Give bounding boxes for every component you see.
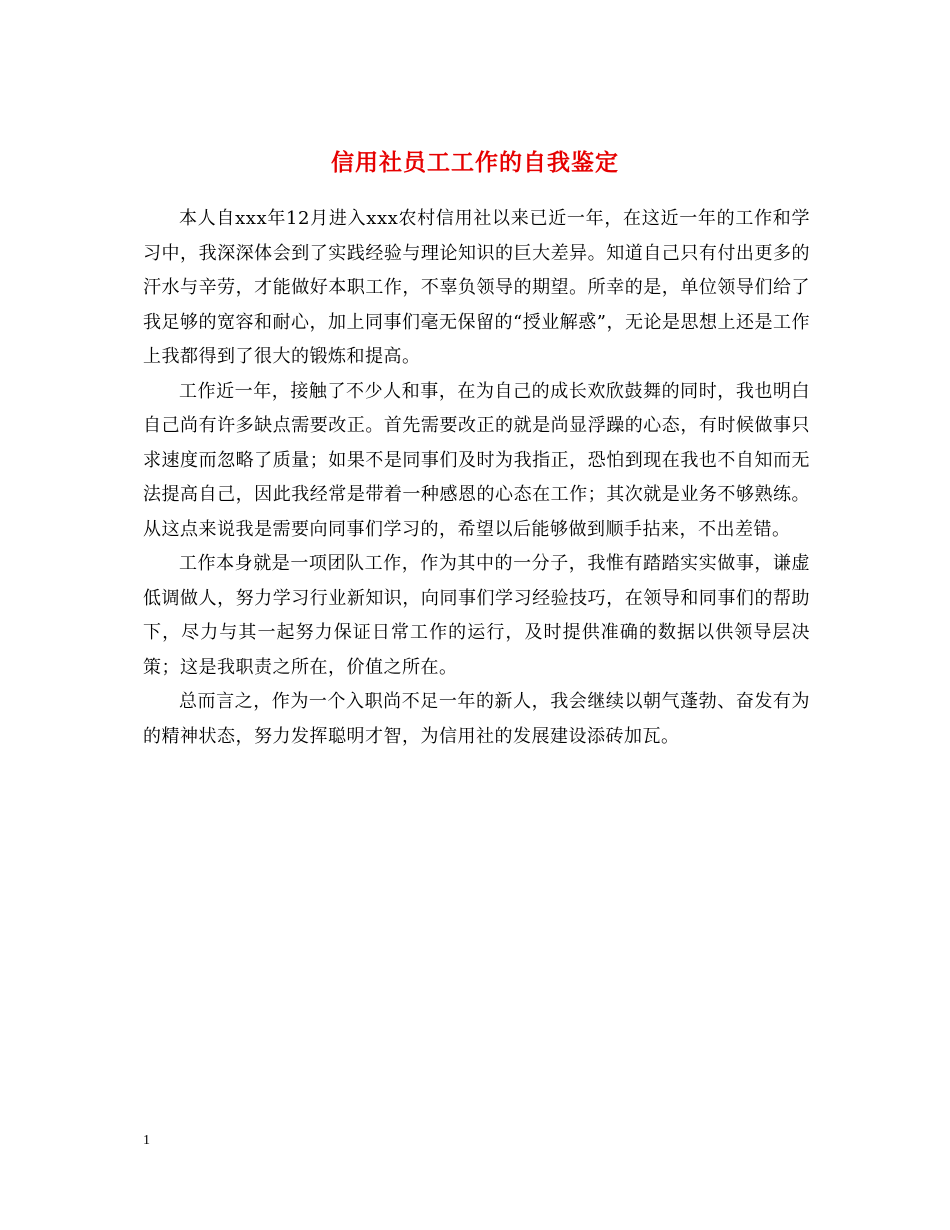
paragraph: 工作近一年，接触了不少人和事，在为自己的成长欢欣鼓舞的同时，我也明白自己尚有许多缺点需要改正。首先需要改正的就是尚显浮躁的心态，有时候做事只求速度而忽略了质量；如果不是同事们及时为我指正，恐怕到现在我也不自知而无法提高自己，因此我经常是带着一种感恩的心态在工作；其次就是业务不够熟练。从这点来说我是需要向同事们学习的，希望以后能够做到顺手拈来，不出差错。	[143, 380, 810, 540]
page-number: 1	[143, 1133, 150, 1148]
document-title: 信用社员工工作的自我鉴定	[331, 150, 619, 177]
paragraph: 工作本身就是一项团队工作，作为其中的一分子，我惟有踏踏实实做事，谦虚低调做人，努力学习行业新知识，向同事们学习经验技巧，在领导和同事们的帮助下，尽力与其一起努力保证日常工作的运行，及时提供准确的数据以供领导层决策；这是我职责之所在，价值之所在。	[143, 553, 810, 678]
paragraph: 本人自xxx年12月进入xxx农村信用社以来已近一年，在这近一年的工作和学习中，我深深体会到了实践经验与理论知识的巨大差异。知道自己只有付出更多的汗水与辛劳，才能做好本职工作，不辜负领导的期望。所幸的是，单位领导们给了我足够的宽容和耐心，加上同事们毫无保留的“授业解惑”，无论是思想上还是工作上我都得到了很大的锻炼和提高。	[143, 208, 810, 367]
document-body	[143, 202, 810, 754]
paragraph: 总而言之，作为一个入职尚不足一年的新人，我会继续以朝气蓬勃、奋发有为的精神状态，努力发挥聪明才智，为信用社的发展建设添砖加瓦。	[143, 691, 810, 747]
